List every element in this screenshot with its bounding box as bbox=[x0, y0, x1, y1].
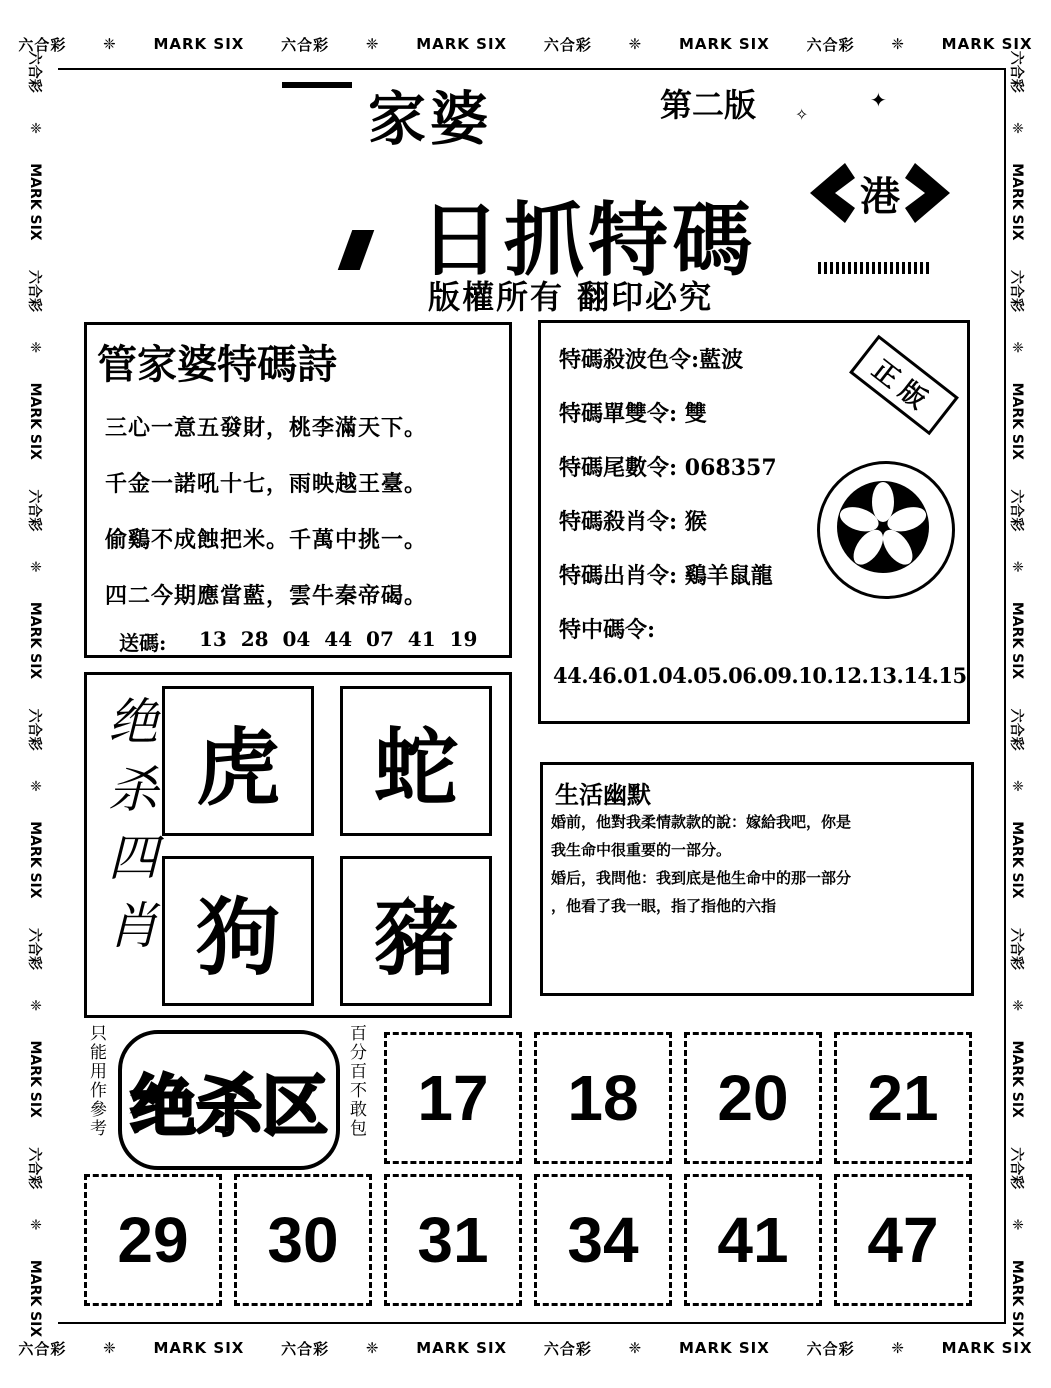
border-separator-icon: ❈ bbox=[365, 35, 380, 53]
border-separator-icon: ❈ bbox=[103, 35, 117, 53]
order-out-zodiac: 特碼出肖令: 鷄羊鼠龍 bbox=[559, 563, 773, 589]
border-separator-icon: ❈ bbox=[891, 35, 905, 53]
border-brand-cn: 六合彩 bbox=[1008, 489, 1024, 532]
border-separator-icon: ❈ bbox=[27, 1218, 43, 1231]
border-brand-en: MARK SIX bbox=[1009, 1259, 1025, 1338]
poem-box bbox=[84, 322, 512, 658]
copyright-text: 版權所有 翻印必究 bbox=[428, 278, 714, 316]
border-separator-icon: ❈ bbox=[891, 1339, 905, 1357]
order-hit-label: 特中碼令: bbox=[559, 617, 656, 643]
border-separator-icon: ❈ bbox=[103, 1339, 117, 1357]
title-main: 日抓特碼 bbox=[420, 193, 756, 287]
border-brand-cn: 六合彩 bbox=[26, 270, 42, 313]
kill-number: 41 bbox=[684, 1174, 822, 1306]
border-brand-en: MARK SIX bbox=[1009, 382, 1025, 460]
border-separator-icon: ❈ bbox=[1009, 999, 1025, 1012]
border-separator-icon: ❈ bbox=[1009, 341, 1025, 354]
border-separator-icon: ❈ bbox=[27, 999, 43, 1012]
border-separator-icon: ❈ bbox=[365, 1339, 380, 1357]
humor-line-2: 我生命中很重要的一部分。 bbox=[551, 841, 732, 859]
border-brand-en: MARK SIX bbox=[1009, 821, 1025, 899]
border-separator-icon: ❈ bbox=[628, 35, 643, 53]
border-brand-en: MARK SIX bbox=[27, 1259, 43, 1338]
border-brand-cn: 六合彩 bbox=[1008, 270, 1024, 313]
border-brand-cn: 六合彩 bbox=[1008, 927, 1024, 970]
border-brand-en: MARK SIX bbox=[416, 35, 508, 53]
kill-number: 34 bbox=[534, 1174, 672, 1306]
edition-label: 第二版 bbox=[660, 86, 757, 124]
humor-line-1: 婚前，他對我柔情款款的說：嫁給我吧，你是 bbox=[551, 813, 852, 831]
border-brand-en: MARK SIX bbox=[416, 1339, 508, 1357]
border-brand-en: MARK SIX bbox=[153, 35, 245, 53]
border-separator-icon: ❈ bbox=[1009, 1218, 1025, 1231]
bottom-border-strip bbox=[0, 1330, 1051, 1366]
border-brand-cn: 六合彩 bbox=[806, 1339, 855, 1358]
poem-line-1: 三心一意五發財，桃李滿天下。 bbox=[105, 415, 428, 441]
hk-logo bbox=[810, 148, 950, 238]
border-brand-cn: 六合彩 bbox=[1008, 708, 1024, 751]
border-brand-en: MARK SIX bbox=[27, 1040, 43, 1118]
border-brand-en: MARK SIX bbox=[678, 35, 770, 53]
zodiac-pig: 豬 bbox=[340, 856, 492, 1006]
border-separator-icon: ❈ bbox=[1009, 122, 1025, 134]
border-separator-icon: ❈ bbox=[1009, 780, 1025, 792]
border-brand-cn: 六合彩 bbox=[26, 708, 42, 751]
border-brand-en: MARK SIX bbox=[1009, 163, 1025, 241]
kill-zone-label: 绝杀区 bbox=[118, 1030, 340, 1170]
genuine-stamp: 正版 bbox=[849, 335, 959, 436]
orders-box bbox=[538, 320, 970, 724]
border-separator-icon: ❈ bbox=[27, 560, 43, 573]
send-label: 送碼: bbox=[119, 631, 167, 655]
humor-line-4: ，他看了我一眼，指了指他的六指 bbox=[551, 897, 777, 915]
kill-zone-note-right: 百分百不敢包 bbox=[346, 1024, 366, 1138]
border-separator-icon: ❈ bbox=[27, 780, 43, 792]
send-numbers: 13 28 04 44 07 41 19 bbox=[199, 627, 478, 651]
left-border-strip bbox=[18, 36, 52, 1352]
border-separator-icon: ❈ bbox=[27, 122, 43, 134]
border-brand-cn: 六合彩 bbox=[281, 35, 330, 54]
humor-heading: 生活幽默 bbox=[555, 780, 651, 809]
title-fragment bbox=[282, 82, 352, 102]
kill-number: 30 bbox=[234, 1174, 372, 1306]
border-separator-icon: ❈ bbox=[1009, 560, 1025, 573]
kill-number: 21 bbox=[834, 1032, 972, 1164]
border-brand-cn: 六合彩 bbox=[26, 927, 42, 970]
poem-line-4: 四二今期應當藍，雲牛秦帝碣。 bbox=[105, 583, 428, 609]
zodiac-snake: 蛇 bbox=[340, 686, 492, 836]
zodiac-dog: 狗 bbox=[162, 856, 314, 1006]
border-brand-cn: 六合彩 bbox=[26, 50, 42, 93]
border-brand-cn: 六合彩 bbox=[18, 35, 67, 54]
border-brand-cn: 六合彩 bbox=[1008, 1147, 1024, 1190]
border-brand-en: MARK SIX bbox=[27, 821, 43, 899]
kill-number: 31 bbox=[384, 1174, 522, 1306]
kill-number: 29 bbox=[84, 1174, 222, 1306]
hit-numbers: 44.46.01.04.05.06.09.10.12.13.14.15 bbox=[553, 663, 967, 688]
border-brand-en: MARK SIX bbox=[27, 382, 43, 460]
zodiac-tiger: 虎 bbox=[162, 686, 314, 836]
sparkle-icon: ✧ bbox=[795, 105, 809, 124]
humor-line-3: 婚后，我問他：我到底是他生命中的那一部分 bbox=[551, 869, 852, 887]
border-separator-icon: ❈ bbox=[27, 341, 43, 354]
border-brand-en: MARK SIX bbox=[678, 1339, 770, 1357]
border-brand-cn: 六合彩 bbox=[26, 1147, 42, 1190]
kill-number: 18 bbox=[534, 1032, 672, 1164]
border-brand-en: MARK SIX bbox=[1009, 1040, 1025, 1118]
top-border-strip bbox=[0, 26, 1051, 62]
border-brand-cn: 六合彩 bbox=[26, 489, 42, 532]
border-brand-en: MARK SIX bbox=[1009, 601, 1025, 680]
border-brand-cn: 六合彩 bbox=[1008, 50, 1024, 93]
kill-number: 17 bbox=[384, 1032, 522, 1164]
border-brand-cn: 六合彩 bbox=[281, 1339, 330, 1358]
kill-number: 47 bbox=[834, 1174, 972, 1306]
logo-char: 港 bbox=[860, 173, 900, 220]
star-icon: ✦ bbox=[870, 88, 887, 112]
order-odd-even: 特碼單雙令: 雙 bbox=[559, 401, 707, 427]
title-top: 家婆 bbox=[368, 85, 493, 153]
kill-zone-note-left: 只能用作參考 bbox=[86, 1024, 106, 1138]
poem-heading: 管家婆特碼詩 bbox=[97, 341, 337, 388]
border-brand-en: MARK SIX bbox=[27, 163, 43, 241]
border-brand-en: MARK SIX bbox=[153, 1339, 245, 1357]
order-wave-color: 特碼殺波色令:藍波 bbox=[559, 347, 744, 373]
poem-line-2: 千金一諾吼十七，雨映越王臺。 bbox=[105, 471, 428, 497]
order-kill-zodiac: 特碼殺肖令: 猴 bbox=[559, 509, 707, 535]
bauhinia-emblem bbox=[817, 461, 955, 599]
border-brand-en: MARK SIX bbox=[941, 1339, 1033, 1357]
border-separator-icon: ❈ bbox=[628, 1339, 643, 1357]
border-brand-cn: 六合彩 bbox=[543, 35, 592, 54]
border-brand-en: MARK SIX bbox=[27, 601, 43, 680]
border-brand-en: MARK SIX bbox=[941, 35, 1033, 53]
humor-box bbox=[540, 762, 974, 996]
logo-caption-mark bbox=[818, 262, 930, 274]
border-brand-cn: 六合彩 bbox=[543, 1339, 592, 1358]
order-tail: 特碼尾數令: 068357 bbox=[559, 455, 777, 481]
kill-number: 20 bbox=[684, 1032, 822, 1164]
border-brand-cn: 六合彩 bbox=[806, 35, 855, 54]
poem-line-3: 偷鷄不成蝕把米。千萬中挑一。 bbox=[105, 527, 428, 553]
border-brand-cn: 六合彩 bbox=[18, 1339, 67, 1358]
kill-four-label: 绝杀四肖 bbox=[100, 695, 158, 967]
